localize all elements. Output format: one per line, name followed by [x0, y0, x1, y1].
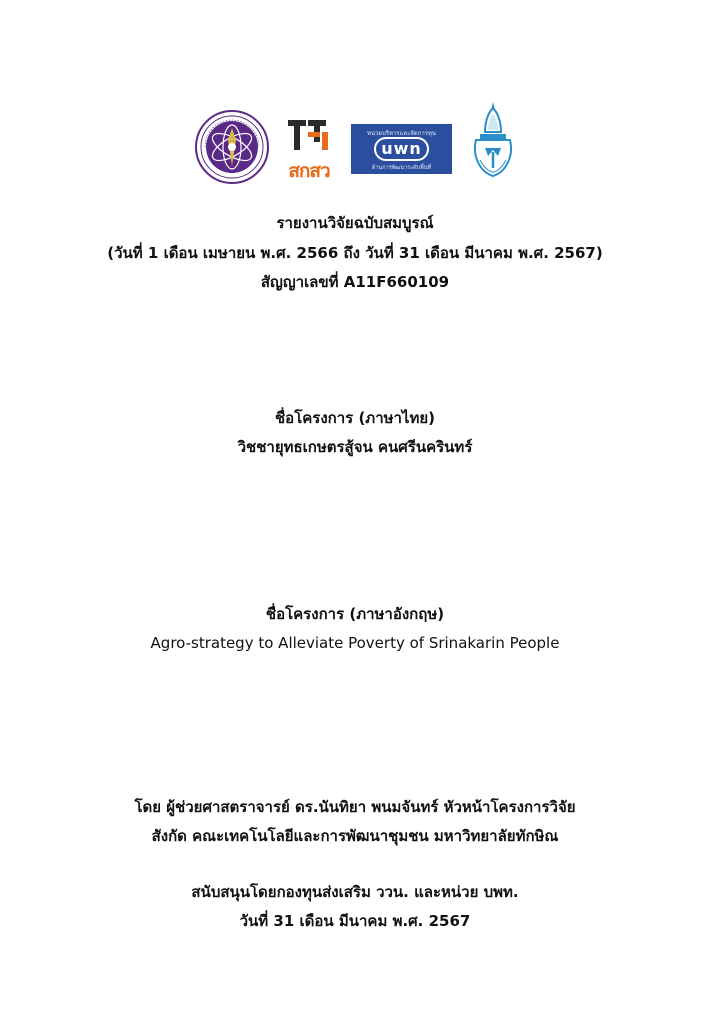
author-affiliation: สังกัด คณะเทคโนโลยีและการพัฒนาชุมชน มหาวิทยาลัยทักษิณ — [151, 827, 559, 845]
pmu-logo-mark: uwn — [374, 137, 429, 161]
pmu-logo — [351, 124, 452, 174]
pmu-logo-caption: หน่วยบริหารและจัดการทุน — [367, 130, 436, 137]
nrct-seal-logo — [195, 110, 269, 184]
project-thai-name: วิชชายุทธเกษตรสู้จน คนศรีนครินทร์ — [237, 438, 473, 456]
report-date: วันที่ 31 เดือน มีนาคม พ.ศ. 2567 — [239, 912, 471, 930]
pmu-logo-footer: ด้านการพัฒนาระดับพื้นที่ — [371, 165, 432, 171]
thaksin-university-logo — [468, 100, 518, 180]
project-english-label: ชื่อโครงการ (ภาษาอังกฤษ) — [265, 605, 445, 623]
report-period: (วันที่ 1 เดือน เมษายน พ.ศ. 2566 ถึง วันที่ 31 เดือน มีนาคม พ.ศ. 2567) — [107, 244, 603, 262]
author-line: โดย ผู้ช่วยศาสตราจารย์ ดร.นันทิยา พนมจันทร์ หัวหน้าโครงการวิจัย — [134, 798, 576, 816]
report-title: รายงานวิจัยฉบับสมบูรณ์ — [276, 214, 434, 232]
project-thai-label: ชื่อโครงการ (ภาษาไทย) — [275, 409, 435, 427]
logo-row — [0, 98, 710, 182]
project-english-name: Agro-strategy to Alleviate Poverty of Srinakarin People — [150, 634, 560, 652]
tsri-logo-text: สกสว — [288, 160, 330, 182]
contract-number: สัญญาเลขที่ A11F660109 — [260, 273, 450, 291]
tsri-logo — [282, 118, 336, 180]
funding-line: สนับสนุนโดยกองทุนส่งเสริม ววน. และหน่วย บพท. — [191, 883, 519, 901]
